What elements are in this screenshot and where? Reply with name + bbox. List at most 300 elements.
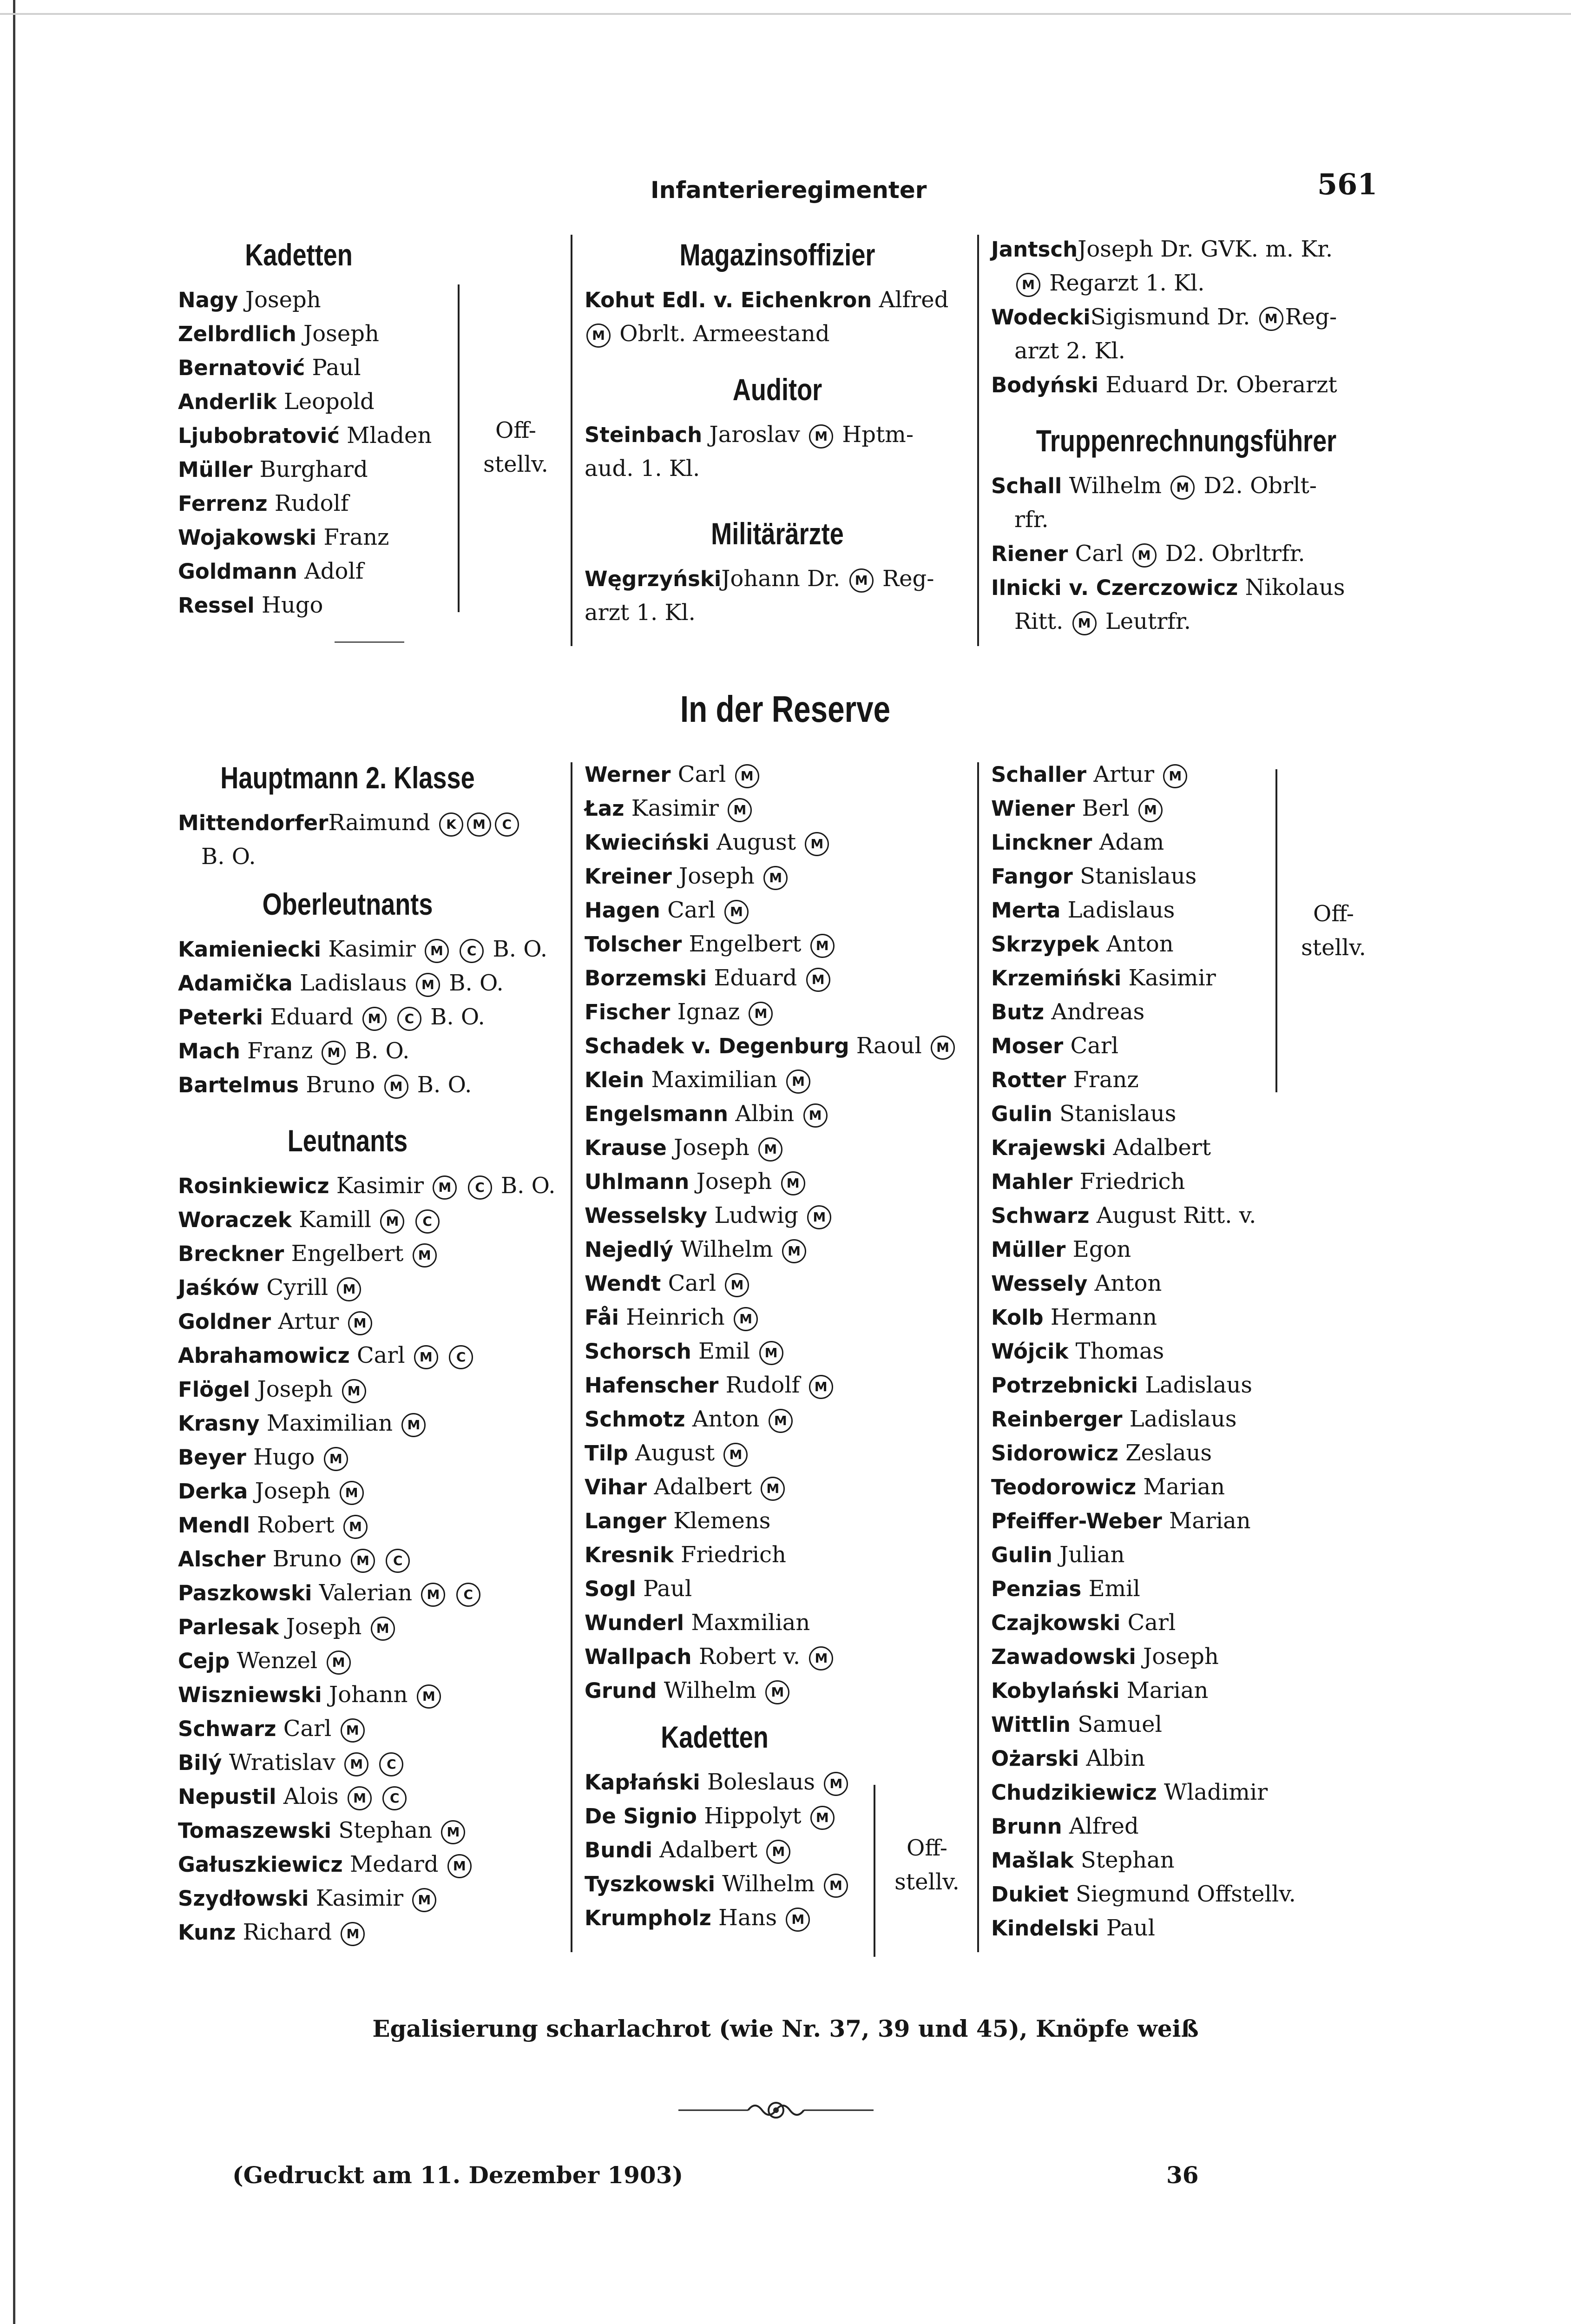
entry [585, 1097, 975, 1131]
reserve-list [585, 758, 975, 1708]
military-merit-mark-icon: M [786, 1070, 810, 1094]
entry-surname: Schmotz [585, 1407, 685, 1432]
entry-surname: Nepustil [178, 1784, 276, 1809]
entry-given-name: Egon [1072, 1236, 1131, 1262]
entry-surname: Wiszniewski [178, 1683, 322, 1707]
entry [178, 1746, 568, 1780]
entry [178, 1712, 568, 1746]
military-merit-mark-icon: M [931, 1036, 955, 1060]
military-merit-mark-icon: M [786, 1908, 810, 1932]
entry-surname: Dukiet [991, 1882, 1069, 1907]
military-merit-mark-icon: M [413, 1243, 437, 1268]
entry-given-name: Anton [692, 1406, 760, 1432]
entry [991, 1640, 1409, 1674]
entry-surname: Ożarski [991, 1746, 1079, 1771]
military-merit-mark-icon: M [433, 1175, 457, 1200]
entry-surname: Wittlin [991, 1712, 1071, 1737]
entry-given-name: Alois [283, 1783, 339, 1809]
entry [178, 588, 568, 622]
military-merit-mark-icon: M [809, 1646, 833, 1670]
entry [991, 1436, 1409, 1470]
entry-given-name: Franz [1073, 1067, 1139, 1093]
military-merit-mark-icon: M [337, 1277, 361, 1301]
reserve-title: In der Reserve [680, 688, 891, 730]
entry [178, 966, 568, 1000]
entry [585, 1504, 975, 1538]
entry-given-name: Kamill [299, 1207, 372, 1233]
entry [178, 283, 568, 317]
entry-given-name: Hugo [261, 592, 323, 618]
entry-given-name: Paul [643, 1576, 692, 1602]
section-title: Magazinsoffizier [679, 238, 875, 272]
entry-surname: Kreiner [585, 864, 672, 889]
entry-given-name: Adalbert [659, 1837, 758, 1863]
entry-given-name: Joseph [286, 1614, 362, 1640]
military-merit-mark-icon: M [417, 1684, 441, 1709]
entry-given-name: Medard [350, 1851, 439, 1877]
entry: Steinbach Jaroslav M Hptm- [585, 422, 914, 448]
entry-surname: Cejp [178, 1649, 230, 1673]
commemorative-mark-icon: C [495, 812, 519, 837]
entry [178, 1508, 568, 1542]
entry-given-name: Ignaz [677, 999, 740, 1025]
commemorative-mark-icon: C [397, 1007, 421, 1031]
entry-given-name: Stanislaus [1080, 863, 1197, 889]
entry [991, 1877, 1409, 1911]
entry-given-name: Wratislav [229, 1750, 335, 1776]
entry-given-name: Hans [718, 1905, 777, 1931]
entry-given-name: Carl [668, 1270, 716, 1296]
military-merit-mark-icon: M [351, 1549, 375, 1573]
entry-given-name: Carl [356, 1342, 405, 1368]
military-merit-mark-icon: M [807, 1205, 831, 1229]
entry [991, 859, 1409, 893]
page-number: 561 [1317, 167, 1378, 201]
commemorative-mark-icon: C [386, 1549, 410, 1573]
entry-given-name: Hippolyt [704, 1803, 802, 1829]
entry-surname: Penzias [991, 1577, 1082, 1601]
entry-surname: Grund [585, 1678, 657, 1703]
entry-surname: Wesselsky [585, 1203, 708, 1228]
entry-surname: Wojakowski [178, 525, 317, 550]
entry [178, 1780, 568, 1814]
entry-given-name: Paul [1106, 1915, 1155, 1941]
entry [991, 1267, 1409, 1301]
entry [585, 758, 975, 792]
running-title: Infanterieregimenter [651, 177, 927, 204]
entry-given-name: Joseph [255, 1478, 331, 1504]
entry: JantschJoseph Dr. GVK. m. Kr. [991, 236, 1333, 262]
reserve-left-column [178, 758, 568, 1949]
military-merit-mark-icon: M [342, 1379, 366, 1403]
entry-given-name: Stanislaus [1059, 1101, 1177, 1127]
entry-surname: Goldner [178, 1309, 271, 1334]
entry-surname: Zelbrdlich [178, 322, 296, 346]
entry [178, 1610, 568, 1644]
section-title: Kadetten [661, 1720, 769, 1754]
entry-given-name: Albin [735, 1101, 795, 1127]
entry [585, 927, 975, 961]
entry-given-name: Ladislaus [1145, 1372, 1252, 1398]
entry-given-name: Richard [243, 1919, 332, 1945]
entry [991, 1029, 1409, 1063]
entry [178, 1169, 568, 1203]
entry-given-name: Siegmund Offstellv. [1076, 1881, 1296, 1907]
military-merit-mark-icon: M [340, 1481, 364, 1505]
entry [178, 351, 568, 385]
entry-surname: Wendt [585, 1271, 661, 1296]
entry-rank-note: B. O. [417, 1072, 472, 1098]
entry-given-name: Leopold [283, 389, 375, 415]
entry-surname: Woraczek [178, 1208, 292, 1232]
military-merit-mark-icon: M [728, 798, 752, 822]
entry-given-name: Adalbert [654, 1474, 752, 1500]
entry-surname: Kolb [991, 1305, 1044, 1330]
entry-surname: Zawadowski [991, 1644, 1136, 1669]
military-merit-mark-icon: M [782, 1239, 806, 1263]
military-merit-mark-icon: M [412, 1888, 436, 1912]
entry [178, 1373, 568, 1406]
entry-given-name: Emil [1088, 1576, 1140, 1602]
entry-surname: Kresnik [585, 1543, 674, 1567]
entry [991, 1843, 1409, 1877]
entry-surname: Rosinkiewicz [178, 1174, 329, 1198]
entry-surname: Krumpholz [585, 1906, 711, 1930]
entry [991, 825, 1409, 859]
military-merit-mark-icon: M [1138, 798, 1163, 822]
reserve-middle-column [585, 758, 975, 1935]
entry-given-name: Robert v. [698, 1644, 801, 1670]
entry-given-name: Joseph [679, 863, 755, 889]
entry-given-name: Cyrill [266, 1274, 329, 1301]
entry-surname: Bartelmus [178, 1073, 299, 1097]
entry-surname: Mach [178, 1039, 240, 1063]
entry-surname: Sogl [585, 1577, 636, 1601]
entry-given-name: Kasimir [328, 936, 416, 962]
entry-surname: Wunderl [585, 1611, 684, 1635]
commemorative-mark-icon: C [456, 1583, 480, 1607]
entry-surname: Gulin [991, 1102, 1052, 1126]
entry [178, 932, 568, 966]
entry-given-name: Eduard [270, 1004, 354, 1030]
military-merit-mark-icon: M [734, 1307, 758, 1331]
entry-given-name: Hermann [1050, 1304, 1157, 1330]
entry-surname: Reinberger [991, 1407, 1123, 1432]
entry-surname: Wallpach [585, 1644, 692, 1669]
military-merit-mark-icon: M [421, 1583, 445, 1607]
entry-surname: Ferrenz [178, 491, 268, 516]
entry-given-name: August [635, 1440, 715, 1466]
entry-surname: Potrzebnicki [991, 1373, 1138, 1398]
entry-surname: Skrzypek [991, 932, 1099, 957]
brace-note-line: stellv. [483, 451, 548, 477]
entry [991, 1809, 1409, 1843]
military-merit-mark-icon: M [1163, 764, 1187, 788]
entry [991, 1097, 1409, 1131]
printed-date: (Gedruckt am 11. Dezember 1903) [232, 2161, 684, 2189]
entry-surname: Mendl [178, 1513, 250, 1538]
entry-given-name: Carl [283, 1716, 332, 1742]
entry-given-name: Marian [1143, 1474, 1225, 1500]
commemorative-mark-icon: C [415, 1209, 440, 1234]
entry [991, 1470, 1409, 1504]
entry-surname: Flögel [178, 1377, 250, 1402]
military-merit-mark-icon: M [341, 1718, 365, 1743]
entry [178, 1542, 568, 1576]
entry-surname: Kwieciński [585, 830, 710, 855]
entry [585, 1470, 975, 1504]
brace [458, 284, 460, 612]
entry-continuation: M Regarzt 1. Kl. [991, 266, 1381, 300]
entry-given-name: Joseph [257, 1376, 333, 1402]
entry-surname: Krzemiński [991, 966, 1122, 990]
entry-given-name: Franz [323, 524, 389, 550]
entry-surname: Schwarz [178, 1717, 276, 1741]
entry-surname: Merta [991, 898, 1061, 923]
military-merit-mark-icon: M [1016, 273, 1040, 297]
top-middle-column [585, 235, 970, 630]
knight-cross-mark-icon: K [439, 812, 463, 837]
entry [585, 995, 975, 1029]
entry-given-name: Franz [247, 1038, 313, 1064]
military-merit-mark-icon: M [380, 1209, 404, 1234]
entry [991, 1131, 1409, 1165]
entry-surname: Pfeiffer-Weber [991, 1509, 1162, 1533]
military-merit-mark-icon: M [425, 939, 449, 963]
entry-surname: Wójcik [991, 1339, 1069, 1364]
entry-given-name: Johann [329, 1682, 408, 1708]
egalisierung-note: Egalisierung scharlachrot (wie Nr. 37, 39 und 45), Knöpfe weiß [372, 2015, 1199, 2042]
section-title: Leutnants [287, 1123, 408, 1158]
entry-rank-note: B. O. [449, 970, 504, 996]
entry-given-name: August Ritt. v. [1096, 1202, 1256, 1228]
column-divider [977, 762, 979, 1952]
military-merit-mark-icon: M [348, 1786, 372, 1810]
entry-surname: De Signio [585, 1804, 697, 1829]
entry-surname: Schadek v. Degenburg [585, 1034, 849, 1058]
brace [1275, 769, 1277, 1092]
entry-given-name: Wilhelm [680, 1236, 773, 1262]
entry [585, 1029, 975, 1063]
entry-given-name: Kasimir [1128, 965, 1216, 991]
military-merit-mark-icon: M [810, 1806, 835, 1830]
section-title: Kadetten [245, 238, 353, 272]
entry-given-name: Kasimir [316, 1885, 404, 1911]
entry [178, 1576, 568, 1610]
entry [585, 893, 975, 927]
commemorative-mark-icon: C [449, 1345, 473, 1369]
entry [585, 1402, 975, 1436]
entry-given-name: Wilhelm [722, 1871, 815, 1897]
entry-given-name: August [716, 829, 796, 855]
entry [585, 1572, 975, 1606]
entry-surname: Wessely [991, 1271, 1088, 1296]
entry-surname: Bilý [178, 1750, 222, 1775]
entry: MittendorferRaimund K M C [178, 806, 568, 840]
entry-continuation: B. O. [201, 844, 256, 870]
entry [585, 1301, 975, 1334]
entry-given-name: Julian [1059, 1542, 1125, 1568]
entry-surname: Rotter [991, 1068, 1066, 1092]
entry: Kohut Edl. v. Eichenkron Alfred [585, 287, 949, 313]
entry-surname: Tolscher [585, 932, 682, 957]
entry-given-name: Stephan [1080, 1847, 1175, 1873]
section-title: Oberleutnants [262, 887, 433, 921]
leutnants-list [178, 1169, 568, 1949]
entry-surname: Teodorowicz [991, 1475, 1137, 1499]
page-binding-edge [13, 0, 15, 2324]
entry-given-name: Raoul [856, 1033, 922, 1059]
entry-surname: Tomaszewski [178, 1818, 332, 1843]
entry-surname: Ressel [178, 593, 255, 618]
entry-surname: Ljubobratović [178, 423, 340, 448]
entry-given-name: Joseph [245, 287, 321, 313]
military-merit-mark-icon: M [586, 324, 611, 348]
entry-surname: Mahler [991, 1169, 1073, 1194]
entry-continuation: rfr. [1014, 507, 1049, 533]
entry-given-name: Thomas [1075, 1338, 1164, 1364]
oberleutnants-list [178, 932, 568, 1102]
entry-surname: Schaller [991, 762, 1087, 787]
military-merit-mark-icon: M [761, 1477, 785, 1501]
entry [991, 995, 1409, 1029]
entry-surname: Fåi [585, 1305, 619, 1330]
entry-continuation: arzt 2. Kl. [1014, 338, 1125, 364]
entry [991, 1538, 1409, 1572]
military-merit-mark-icon: M [447, 1854, 472, 1878]
entry [178, 1271, 568, 1305]
entry [991, 1742, 1409, 1776]
entry [991, 1708, 1409, 1742]
brace-note [469, 414, 562, 482]
entry [178, 317, 568, 351]
entry [991, 1911, 1409, 1945]
entry-surname: Chudzikiewicz [991, 1780, 1157, 1805]
entry-given-name: Bruno [306, 1072, 375, 1098]
entry [178, 1034, 568, 1068]
military-merit-mark-icon: M [805, 832, 829, 856]
entry [991, 1199, 1409, 1233]
entry [178, 1203, 568, 1237]
entry-given-name: Wenzel [237, 1648, 318, 1674]
military-merit-mark-icon: M [824, 1874, 848, 1898]
entry-surname: Bernatović [178, 356, 305, 380]
entry-surname: Butz [991, 1000, 1045, 1024]
section-title: Truppenrechnungsführer [1036, 423, 1337, 458]
entry-given-name: Zeslaus [1125, 1440, 1212, 1466]
entry-rank-note: B. O. [500, 1173, 556, 1199]
entry-surname: Czajkowski [991, 1611, 1121, 1635]
military-merit-mark-icon: M [769, 1409, 793, 1433]
entry-given-name: Adalbert [1113, 1135, 1211, 1161]
military-merit-mark-icon: M [341, 1922, 365, 1946]
entry-given-name: Maximilian [266, 1410, 393, 1436]
entry-surname: Borzemski [585, 966, 707, 990]
military-merit-mark-icon: M [362, 1007, 387, 1031]
military-merit-mark-icon: M [765, 1680, 789, 1704]
entry [585, 1199, 975, 1233]
entry-surname: Fischer [585, 1000, 670, 1024]
military-merit-mark-icon: M [803, 1103, 828, 1128]
military-merit-mark-icon: M [810, 934, 835, 958]
entry-surname: Kapłański [585, 1770, 700, 1795]
entry [991, 1572, 1409, 1606]
entry-surname: Abrahamowicz [178, 1343, 350, 1368]
military-merit-mark-icon: M [324, 1447, 348, 1471]
sheet-number: 36 [1166, 2161, 1199, 2189]
entry [585, 1233, 975, 1267]
brace-note [1287, 897, 1380, 965]
military-merit-mark-icon: M [441, 1820, 465, 1844]
entry-surname: Gulin [991, 1543, 1052, 1567]
entry-surname: Krause [585, 1136, 667, 1160]
military-merit-mark-icon: M [322, 1041, 346, 1065]
entry-surname: Linckner [991, 830, 1092, 855]
entry-surname: Krajewski [991, 1136, 1106, 1160]
military-merit-mark-icon: M [725, 1273, 749, 1297]
military-merit-mark-icon: M [467, 812, 491, 837]
entry-given-name: Adolf [304, 558, 364, 584]
entry-surname: Adamička [178, 971, 293, 996]
entry-surname: Paszkowski [178, 1581, 312, 1605]
entry-given-name: Heinrich [626, 1304, 725, 1330]
military-merit-mark-icon: M [348, 1311, 372, 1335]
military-merit-mark-icon: M [384, 1075, 408, 1099]
entry [585, 1901, 975, 1935]
entry-given-name: Carl [677, 761, 726, 787]
entry-surname: Schorsch [585, 1339, 691, 1364]
military-merit-mark-icon: M [824, 1772, 848, 1796]
entry-given-name: Emil [698, 1338, 750, 1364]
entry [991, 1233, 1409, 1267]
entry [991, 1402, 1409, 1436]
entry-surname: Tyszkowski [585, 1872, 716, 1896]
entry [178, 1848, 568, 1882]
entry [585, 1765, 975, 1799]
entry [178, 1339, 568, 1373]
commemorative-mark-icon: C [460, 939, 484, 963]
entry-continuation: aud. 1. Kl. [585, 456, 700, 482]
entry-surname: Bundi [585, 1838, 653, 1862]
military-merit-mark-icon: M [1170, 475, 1195, 500]
entry-surname: Uhlmann [585, 1169, 690, 1194]
entry-surname: Moser [991, 1034, 1064, 1058]
entry-given-name: Andreas [1051, 999, 1145, 1025]
entry: WodeckiSigismund Dr. M Reg- [991, 304, 1337, 330]
entry: Riener Carl M D2. Obrltrfr. [991, 541, 1305, 567]
military-merit-mark-icon: M [766, 1840, 790, 1864]
entry [991, 758, 1409, 792]
entry-given-name: Friedrich [681, 1542, 786, 1568]
entry [991, 1606, 1409, 1640]
entry-given-name: Kasimir [631, 795, 719, 821]
entry-given-name: Robert [257, 1512, 335, 1538]
military-merit-mark-icon: M [809, 1375, 833, 1399]
entry [178, 1678, 568, 1712]
entry-surname: Jaśków [178, 1275, 260, 1300]
entry [585, 1368, 975, 1402]
entry-surname: Kindelski [991, 1916, 1099, 1941]
entry-rank-note: B. O. [355, 1038, 410, 1064]
entry [178, 1882, 568, 1915]
entry-surname: Nagy [178, 288, 238, 312]
entry-surname: Brunn [991, 1814, 1062, 1839]
entry [178, 1305, 568, 1339]
section-title: Auditor [732, 372, 822, 407]
military-merit-mark-icon: M [1072, 611, 1097, 635]
military-merit-mark-icon: M [809, 424, 833, 449]
entry-given-name: Engelbert [689, 931, 802, 957]
